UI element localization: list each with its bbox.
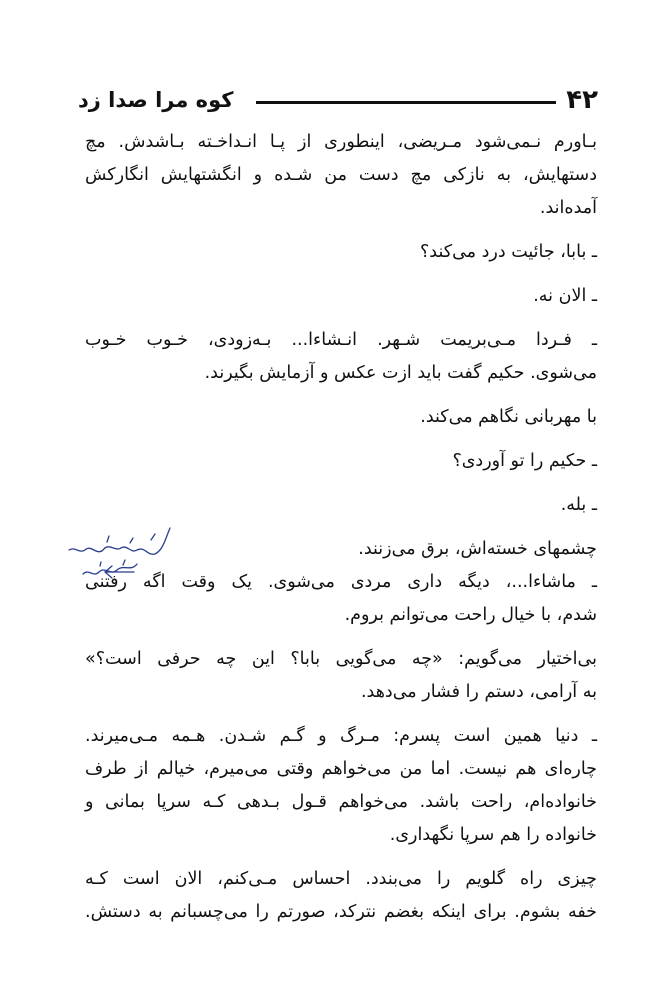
arrow-icon (102, 562, 136, 582)
text-line: بی‌اختیار می‌گویم: «چه می‌گویی بابا؟ این چه حرفی است؟» (85, 649, 597, 669)
text-line: ـ فـردا مـی‌بریمت شـهر. انـشاءا... بـه‌زودی، خـوب خـوب (85, 330, 597, 350)
text-line: ـ دنیا همین است پسرم: مـرگ و گـم شـدن. هـمه مـی‌میرند. (85, 726, 597, 746)
header-rule (256, 101, 556, 104)
text-line: ـ الان نه. (533, 286, 597, 306)
text-line: خفه بشوم. برای اینکه بغضم نترکد، صورتم را می‌چسبانم به دستش. (85, 902, 597, 922)
text-line: چشمهای خسته‌اش، برق می‌زنند. (358, 539, 597, 559)
text-line: به آرامی، دستم را فشار می‌دهد. (360, 682, 597, 702)
running-title: کوه مرا صدا زد (78, 88, 234, 112)
text-line: با مهربانی نگاهم می‌کند. (420, 407, 597, 427)
text-line: بـاورم نـمی‌شود مـریضی، اینطوری از پـا انـداخـته بـاشدش. مچ (85, 132, 597, 152)
text-line: آمده‌اند. (539, 198, 597, 218)
handwritten-margin-note (5, 520, 175, 590)
text-line: ـ بابا، جائیت درد می‌کند؟ (420, 242, 597, 262)
text-line: شدم، با خیال راحت می‌توانم بروم. (344, 605, 597, 625)
text-line: چاره‌ای هم نیست. اما من می‌خواهم وقتی می‌میرم، خیالم از طرف (85, 759, 597, 779)
text-line: چیزی راه گلویم را می‌بندد. احساس مـی‌کنم، الان است کـه (85, 869, 597, 889)
text-line: خانواده‌ام، راحت باشد. می‌خواهم قـول بـدهی کـه سرپا بمانی و (85, 792, 597, 812)
text-line: ـ ماشاءا...، دیگه داری مردی می‌شوی. یک وقت اگه رفتنی (85, 572, 597, 592)
page-header (78, 82, 598, 122)
text-line: دستهایش، به نازکی مچ دست من شـده و انگشتهایش انگارکش (85, 165, 597, 185)
text-line: ـ حکیم را تو آوردی؟ (452, 451, 597, 471)
page-number: ۴۲ (566, 85, 598, 115)
text-line: خانواده را هم سرپا نگهداری. (389, 825, 597, 845)
text-line: می‌شوی. حکیم گفت باید ازت عکس و آزمایش بگیرند. (204, 363, 597, 383)
text-line: ـ بله. (560, 495, 597, 515)
